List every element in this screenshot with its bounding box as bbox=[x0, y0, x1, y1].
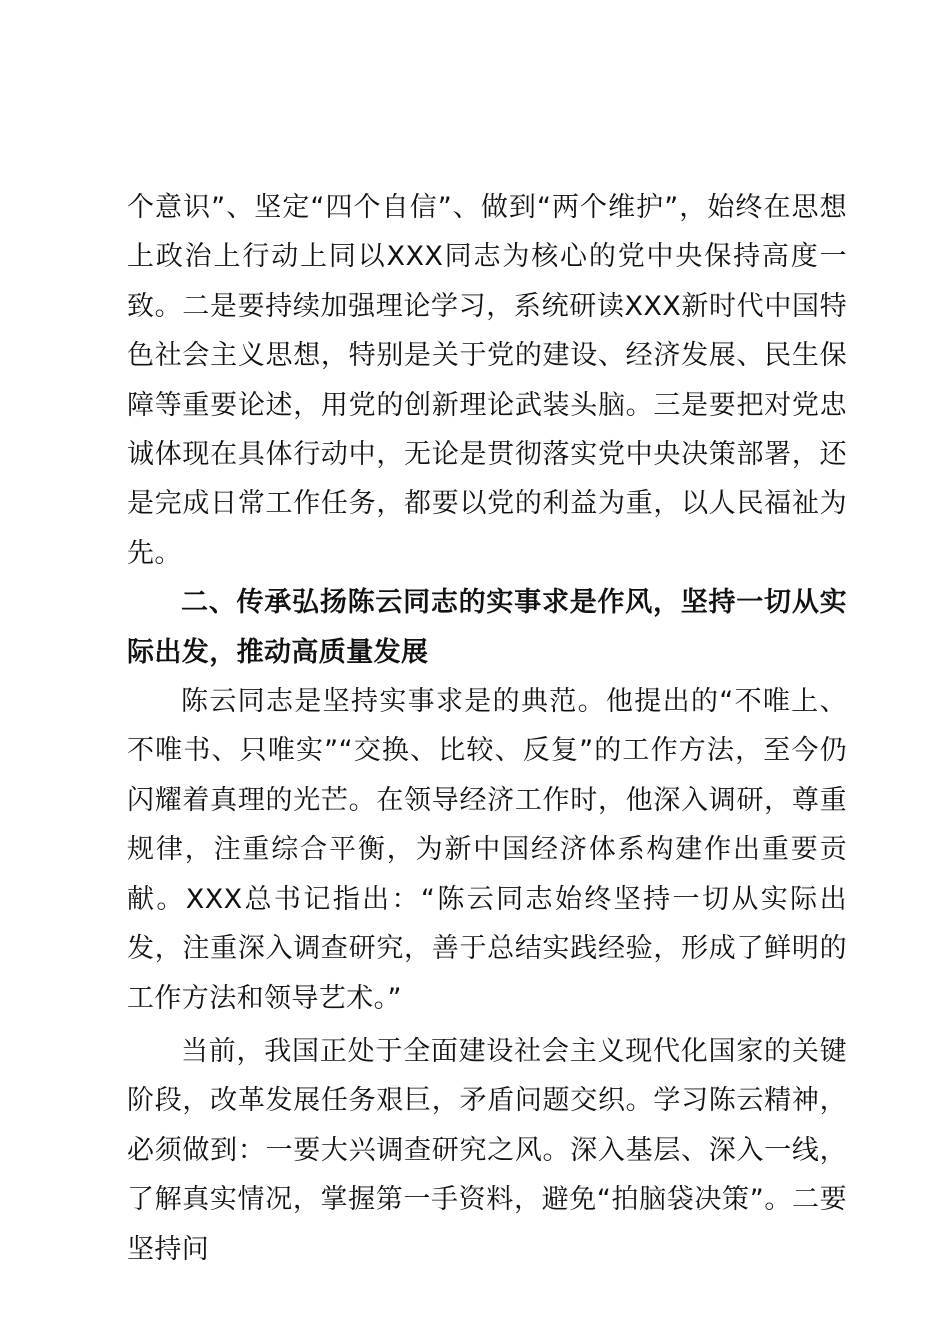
paragraph-body: 当前，我国正处于全面建设社会主义现代化国家的关键阶段，改革发展任务艰巨，矛盾问题交织。学习陈云精神，必须做到：一要大兴调查研究之风。深入基层、深入一线，了解真实情况，掌握第一手资料，避免“拍脑袋决策”。二要坚持问 bbox=[127, 1035, 847, 1265]
paragraph-body: 陈云同志是坚持实事求是的典范。他提出的“不唯上、不唯书、只唯实”“交换、比较、反复”的工作方法，至今仍闪耀着真理的光芒。在领导经济工作时，他深入调研，尊重规律，注重综合平衡，为新中国经济体系构建作出重要贡献。XXX总书记指出：“陈云同志始终坚持一切从实际出发，注重深入调查研究，善于总结实践经验，形成了鲜明的工作方法和领导艺术。” bbox=[127, 686, 847, 1014]
paragraph-continuation: 个意识”、坚定“四个自信”、做到“两个维护”，始终在思想上政治上行动上同以XXX同志为核心的党中央保持高度一致。二是要持续加强理论学习，系统研读XXX新时代中国特色社会主义思想，特别是关于党的建设、经济发展、民生保障等重要论述，用党的创新理论武装头脑。三是要把对党忠诚体现在具体行动中，无论是贯彻落实党中央决策部署，还是完成日常工作任务，都要以党的利益为重，以人民福祉为先。 bbox=[127, 192, 847, 569]
document-body bbox=[127, 183, 847, 1274]
section-heading: 二、传承弘扬陈云同志的实事求是作风，坚持一切从实际出发，推动高质量发展 bbox=[127, 587, 847, 668]
